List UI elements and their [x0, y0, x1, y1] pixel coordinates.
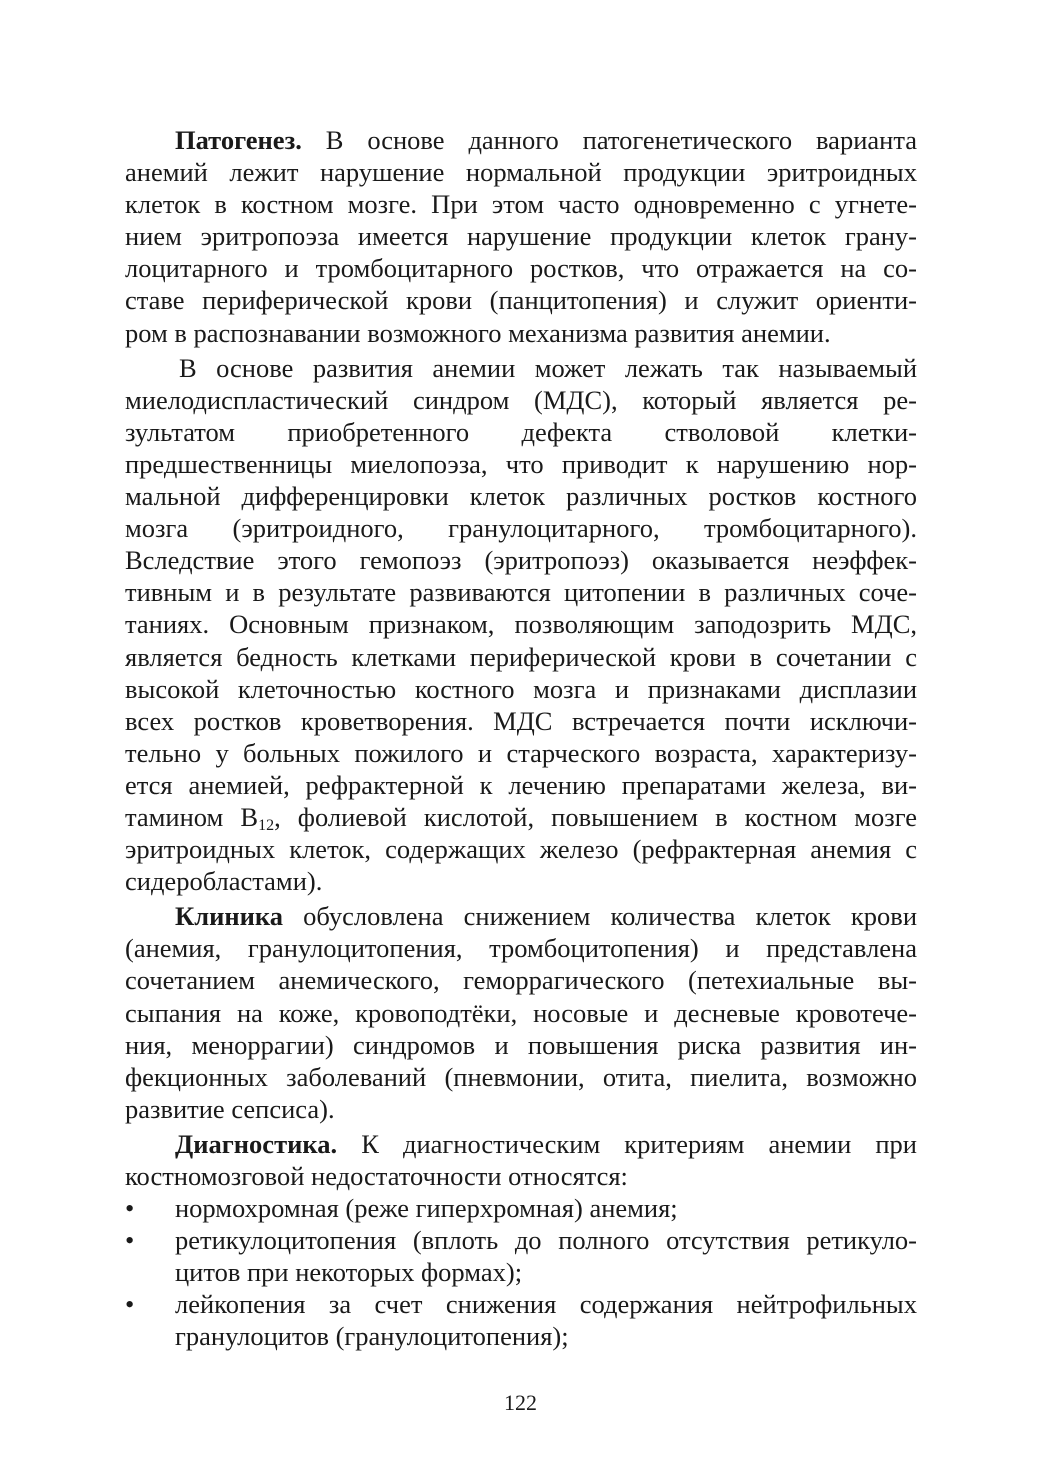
- list-item: • лейкопения за счет снижения содержания нейтрофильных гранулоцитов (гранулоцитопения);: [125, 1289, 917, 1352]
- bullet-icon: •: [125, 1193, 135, 1224]
- text-line: всех ростков кроветворения. МДС встречается почти исключи-: [125, 705, 917, 736]
- text-line: костномозговой недостаточности относятся:: [125, 1161, 628, 1191]
- text-line: мальной дифференцировки клеток различных ростков костного: [125, 481, 917, 512]
- text-line: анемий лежит нарушение нормальной продукции эритроидных: [125, 157, 917, 188]
- text-line: фекционных заболеваний (пневмонии, отита, пиелита, возможно: [125, 1061, 917, 1092]
- list-item: • ретикулоцитопения (вплоть до полного отсутствия ретикуло- цитов при некоторых формах);: [125, 1225, 917, 1288]
- text-line: мозга (эритроидного, гранулоцитарного, тромбоцитарного).: [125, 513, 917, 544]
- text-line: В основе развития анемии может лежать так называемый: [179, 352, 917, 383]
- text-line: Клиника обусловлена снижением количества клеток крови: [175, 901, 917, 932]
- text-line: ставе периферической крови (панцитопения) и служит ориенти-: [125, 285, 917, 316]
- heading-diagnostics: Диагностика.: [175, 1128, 338, 1159]
- text-line: тивным и в результате развиваются цитопении в различных соче-: [125, 577, 917, 608]
- heading-clinic: Клиника: [175, 901, 284, 932]
- paragraph-pathogenesis: [125, 124, 917, 349]
- text-line: (анемия, гранулоцитопения, тромбоцитопения) и представлена: [125, 933, 917, 964]
- text-line: зультатом приобретенного дефекта стволовой клетки-: [125, 416, 917, 447]
- text-line: эритроидных клеток, содержащих железо (рефрактерная анемия с: [125, 834, 917, 865]
- paragraph-clinic: [125, 900, 917, 1125]
- heading-pathogenesis: Патогенез.: [175, 125, 302, 155]
- criteria-list: [125, 1192, 917, 1352]
- list-item: • нормохромная (реже гиперхромная) анемия;: [125, 1193, 678, 1224]
- text-line: клеток в костном мозге. При этом часто одновременно с угнете-: [125, 189, 917, 220]
- text-line: сидеробластами).: [125, 866, 323, 897]
- subscript-12: 12: [258, 816, 275, 834]
- bullet-icon: •: [125, 1225, 135, 1256]
- text-line: сочетанием анемического, геморрагического (петехиальные вы-: [125, 965, 917, 996]
- page-body: [125, 124, 917, 1353]
- text-line: тельно у больных пожилого и старческого возраста, характеризу-: [125, 737, 917, 768]
- paragraph-mds: [125, 352, 917, 898]
- text-line: тамином $В_{12}$, фолиевой кислотой, повышением в костном мозге: [125, 801, 917, 834]
- text-line: миелодиспластический синдром (МДС), который является ре-: [125, 384, 917, 415]
- text-line: высокой клеточностью костного мозга и признаками дисплазии: [125, 673, 917, 704]
- text-line: нием эритропоэза имеется нарушение продукции клеток грану-: [125, 221, 917, 252]
- bullet-icon: •: [125, 1289, 135, 1320]
- text-line: является бедность клетками периферической крови в сочетании с: [125, 641, 917, 672]
- text-line: Вследствие этого гемопоэз (эритропоэз) оказывается неэффек-: [125, 545, 917, 576]
- text-line: лоцитарного и тромбоцитарного ростков, что отражается на со-: [125, 253, 917, 284]
- page-number: 122: [504, 1390, 537, 1415]
- text-line: ется анемией, рефрактерной к лечению препаратами железа, ви-: [125, 769, 917, 800]
- text-line: развитие сепсиса).: [125, 1093, 335, 1124]
- text-line: Диагностика. К диагностическим критериям анемии при: [175, 1128, 917, 1159]
- text-line: предшественницы миелопоэза, что приводит к нарушению нор-: [125, 448, 917, 479]
- text-line: ния, меноррагии) синдромов и повышения риска развития ин-: [125, 1029, 917, 1060]
- text-line: сыпания на коже, кровоподтёки, носовые и десневые кровотече-: [125, 997, 917, 1028]
- text-line: Патогенез. В основе данного патогенетического варианта: [175, 125, 917, 155]
- paragraph-diagnostics: [125, 1128, 917, 1192]
- text-line: ром в распознавании возможного механизма развития анемии.: [125, 317, 831, 348]
- text-line: таниях. Основным признаком, позволяющим заподозрить МДС,: [125, 609, 917, 640]
